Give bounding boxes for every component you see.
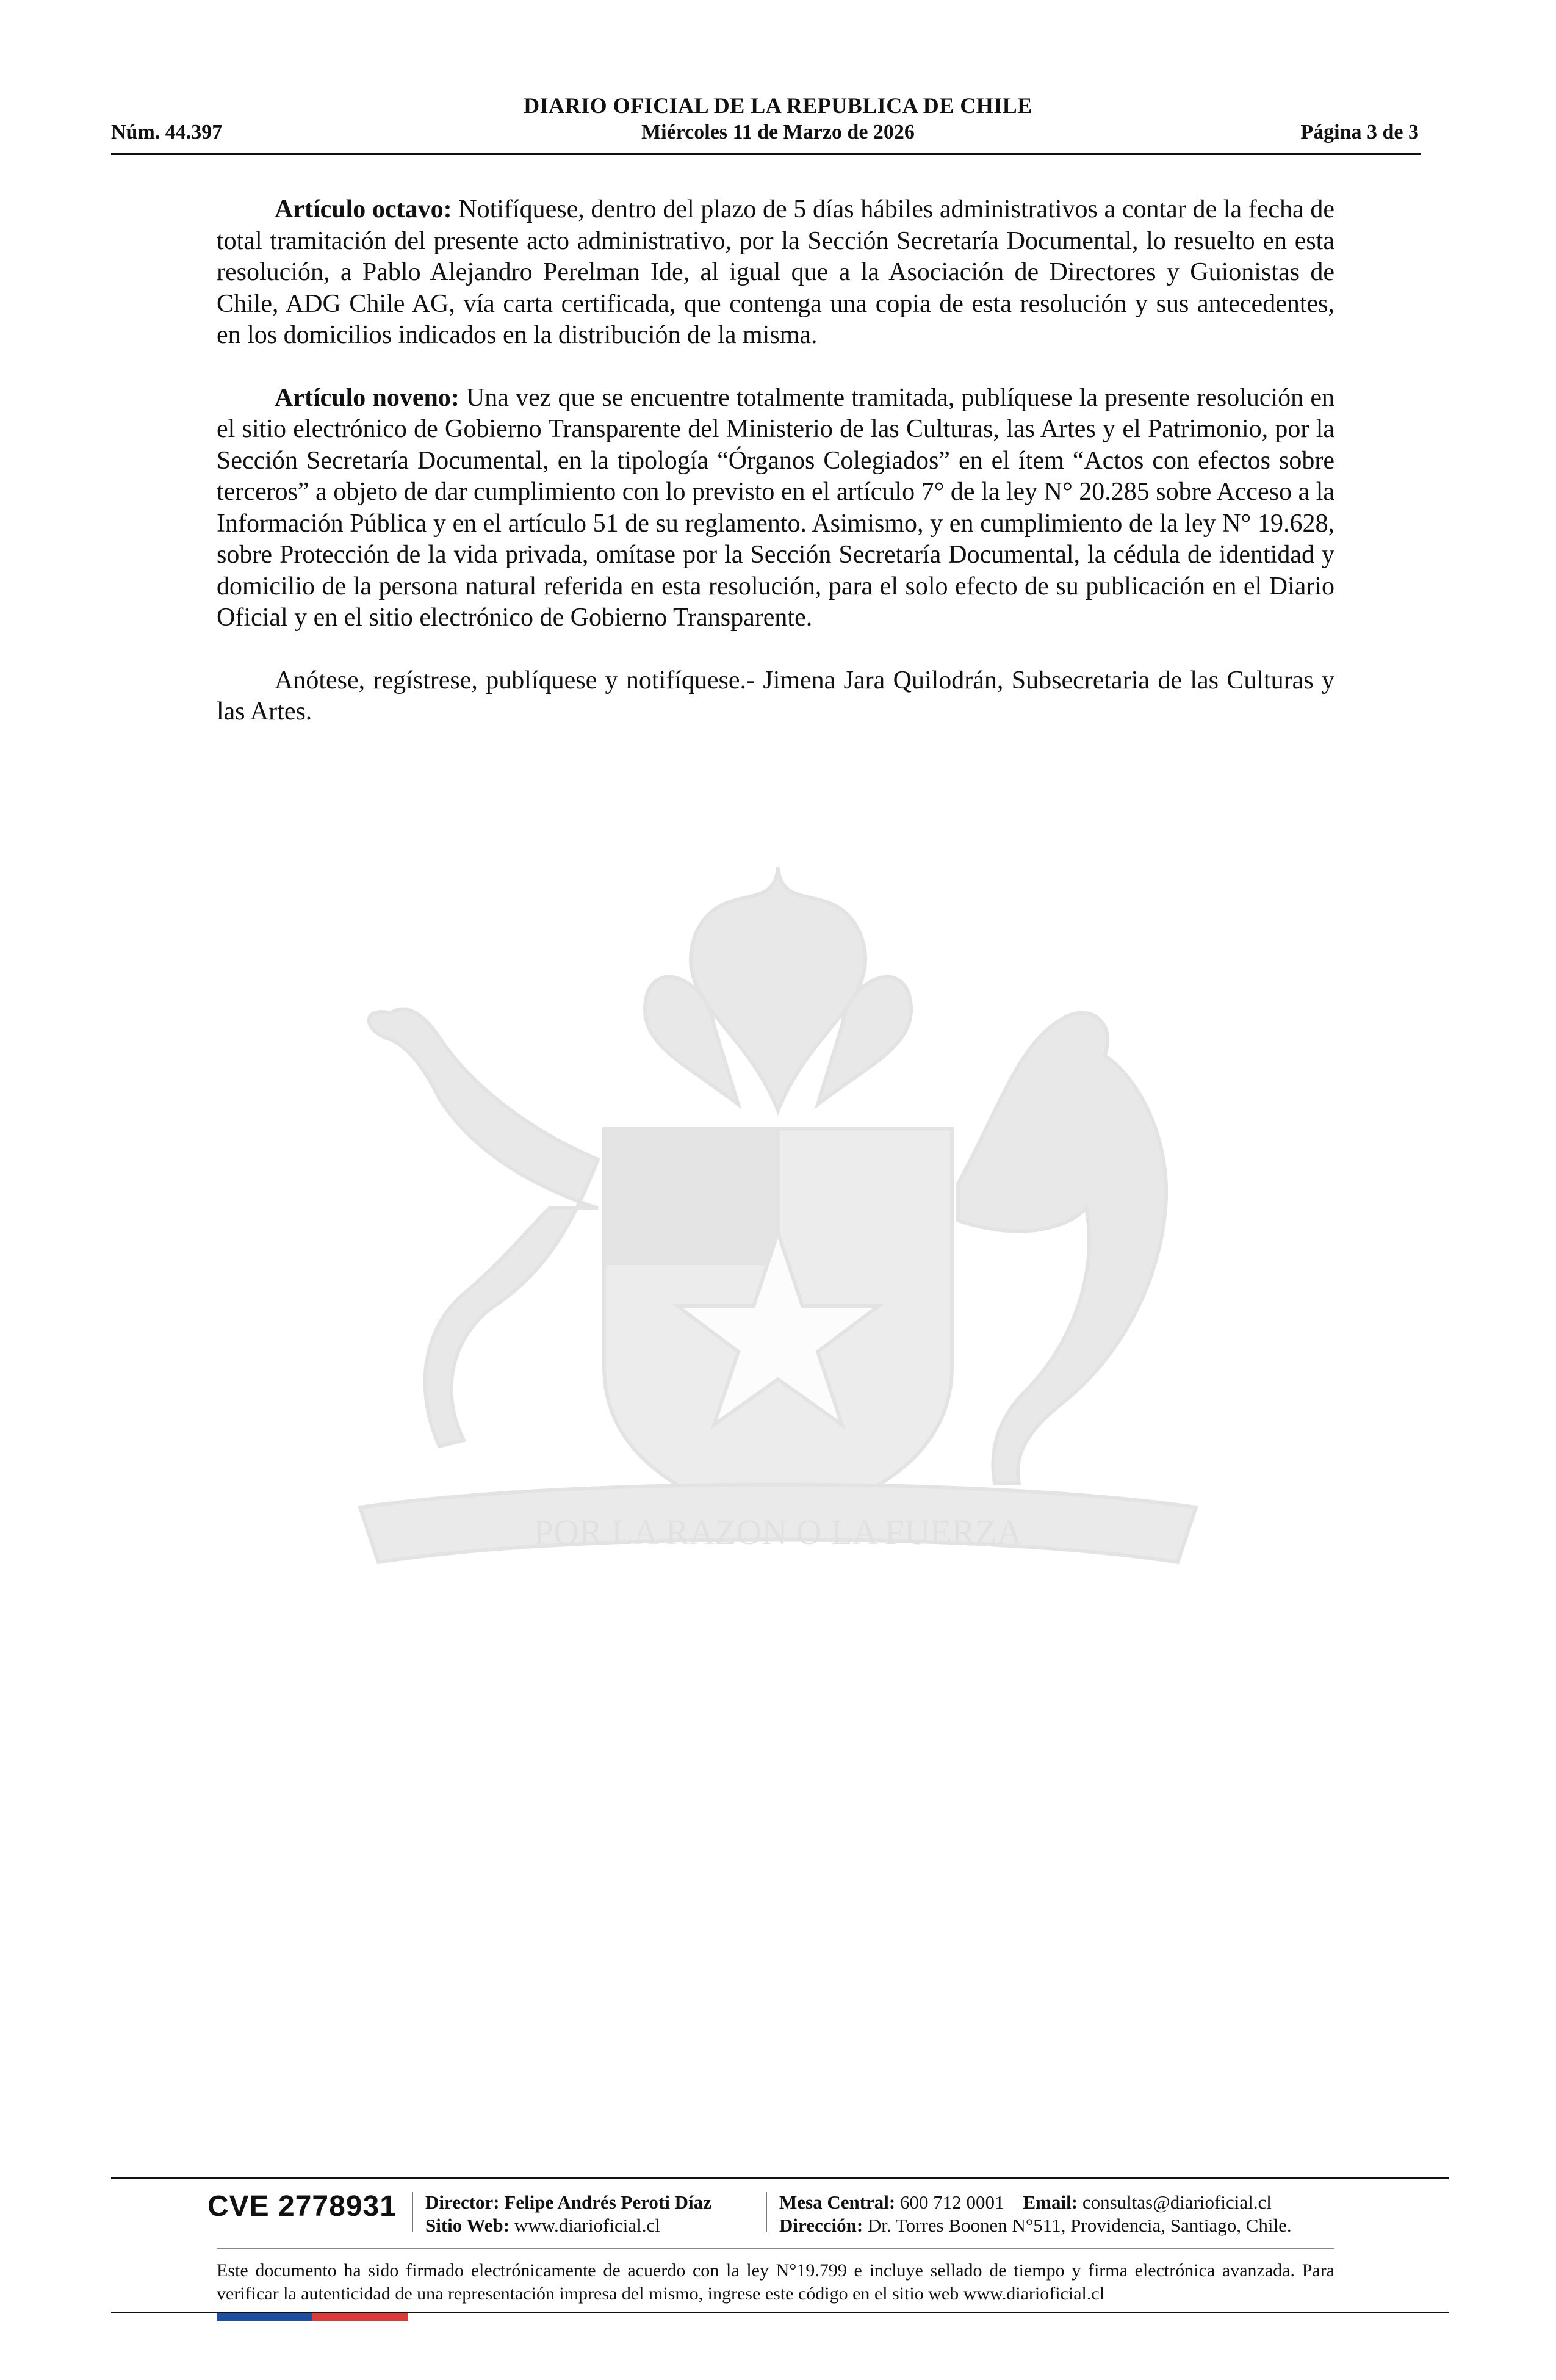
page-counter: Página 3 de 3	[1300, 121, 1419, 143]
flag-stripe-blue	[217, 2313, 312, 2321]
coat-of-arms-motto: POR LA RAZON O LA FUERZA	[533, 1512, 1023, 1552]
article-octavo-text: Notifíquese, dentro del plazo de 5 días hábiles administrativos a contar de la fecha de total tramitación del presente acto administrativo, por la Sección Secretaría Documental, lo resuelto en esta resolución, a Pablo Alejandro Perelman Ide, al igual que a la Asociación de Directores y Guionistas de Chile, ADG Chile AG, vía carta certificada, que contenga una copia de esta resolución y sus antecedentes, en los domicilios indicados en la distribución de la misma.	[217, 195, 1334, 349]
footer-separator	[766, 2192, 767, 2232]
issue-number: Núm. 44.397	[111, 121, 223, 143]
flag-stripe-red	[312, 2313, 408, 2321]
article-noveno-text: Una vez que se encuentre totalmente tramitada, publíquese la presente resolución en el sitio electrónico de Gobierno Transparente del Ministerio de las Culturas, las Artes y el Patrimonio, por la Sección Secretaría Documental, en la tipología “Órganos Colegiados” en el ítem “Actos con efectos sobre terceros” a objeto de dar cumplimiento con lo previsto en el artículo 7° de la ley N° 20.285 sobre Acceso a la Información Pública y en el artículo 51 de su reglamento. Asimismo, y en cumplimiento de la ley N° 19.628, sobre Protección de la vida privada, omítase por la Sección Secretaría Documental, la cédula de identidad y domicilio de la persona natural referida en esta resolución, para el solo efecto de su publicación en el Diario Oficial y en el sitio electrónico de Gobierno Transparente.	[217, 383, 1334, 632]
email-link[interactable]: consultas@diarioficial.cl	[1082, 2191, 1272, 2213]
article-octavo-heading: Artículo octavo:	[275, 195, 452, 223]
issue-date: Miércoles 11 de Marzo de 2026	[641, 121, 915, 143]
article-noveno	[217, 383, 1334, 634]
address-value: Dr. Torres Boonen N°511, Providencia, Santiago, Chile.	[867, 2215, 1292, 2236]
cve-code: CVE 2778931	[207, 2190, 397, 2223]
document-body	[217, 194, 1334, 759]
header-divider	[111, 153, 1421, 155]
address-label: Dirección:	[779, 2215, 863, 2236]
article-octavo	[217, 194, 1334, 352]
director-name: Felipe Andrés Peroti Díaz	[504, 2191, 711, 2213]
website-label: Sitio Web:	[425, 2215, 510, 2236]
footer-contact-block	[779, 2191, 1292, 2237]
coat-of-arms-watermark-icon	[207, 842, 1349, 1666]
footer-divider-middle	[217, 2248, 1334, 2249]
publication-title: DIARIO OFICIAL DE LA REPUBLICA DE CHILE	[524, 93, 1032, 118]
director-label: Director:	[425, 2191, 500, 2213]
article-noveno-heading: Artículo noveno:	[275, 383, 459, 412]
footer-separator	[412, 2192, 413, 2232]
footer-divider-top	[111, 2177, 1449, 2179]
footer-director-block	[425, 2191, 711, 2237]
legal-notice: Este documento ha sido firmado electrónicamente de acuerdo con la ley N°19.799 e incluye sellado de tiempo y firma electrónica avanzada. Para verificar la autenticidad de una representación impresa del mismo, ingrese este código en el sitio web www.diarioficial.cl	[217, 2260, 1334, 2304]
phone-label: Mesa Central:	[779, 2191, 896, 2213]
email-label: Email:	[1023, 2191, 1078, 2213]
closing-paragraph: Anótese, regístrese, publíquese y notifíquese.- Jimena Jara Quilodrán, Subsecretaria de las Culturas y las Artes.	[217, 666, 1334, 726]
phone-value: 600 712 0001	[900, 2191, 1004, 2213]
website-link[interactable]: www.diarioficial.cl	[514, 2215, 660, 2236]
